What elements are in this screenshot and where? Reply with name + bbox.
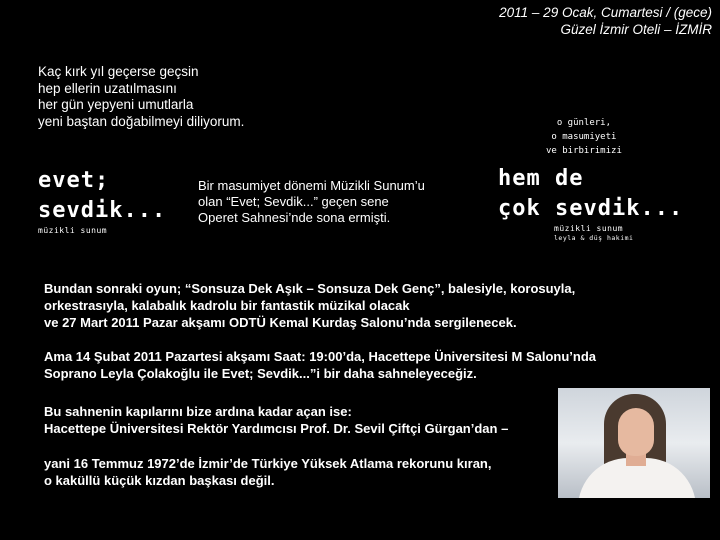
portrait-face	[618, 408, 654, 456]
middle-note	[198, 178, 478, 226]
intro-line: yeni baştan doğabilmeyi diliyorum.	[38, 113, 245, 129]
intro-poem	[38, 64, 244, 130]
logo-line: hem de	[498, 166, 584, 191]
logo-subtitle: müzikli sunum	[38, 226, 108, 235]
portrait-photo	[558, 388, 710, 498]
logo-line: sevdik...	[38, 198, 167, 223]
paragraph-line: Bu sahnenin kapılarını bize ardına kadar açan ise:	[44, 404, 352, 419]
paragraph-line: yani 16 Temmuz 1972’de İzmir’de Türkiye Yüksek Atlama rekorunu kıran,	[44, 456, 492, 471]
paragraph-record	[44, 455, 554, 489]
note-line: olan “Evet; Sevdik...” geçen sene	[198, 194, 389, 209]
paragraph-line: Ama 14 Şubat 2011 Pazartesi akşamı Saat: 19:00’da, Hacettepe Üniversitesi M Salonu’nda	[44, 349, 597, 364]
note-line: Operet Sahnesi’nde sona ermişti.	[198, 210, 391, 225]
tagline-line: o masumiyeti	[551, 132, 617, 142]
logo-line: evet;	[38, 168, 110, 193]
intro-line: her gün yepyeni umutlarla	[38, 97, 194, 112]
logo-credit: leyla & düş hakimi	[554, 234, 634, 242]
slide-header	[499, 4, 712, 38]
paragraph-february-show	[44, 348, 704, 382]
paragraph-host	[44, 403, 584, 437]
paragraph-line: ve 27 Mart 2011 Pazar akşamı ODTÜ Kemal Kurdaş Salonu’nda sergilenecek.	[44, 315, 517, 330]
paragraph-line: Bundan sonraki oyun; “Sonsuza Dek Aşık – Sonsuza Dek Genç”, balesiyle, korosuyla,	[44, 281, 576, 296]
logo-tagline	[546, 116, 622, 158]
paragraph-line: o kaküllü küçük kızdan başkası değil.	[44, 473, 275, 488]
intro-line: hep ellerin uzatılmasını	[38, 80, 177, 96]
evet-sevdik-logo	[38, 166, 166, 236]
paragraph-line: orkestrasıyla, kalabalık kadrolu bir fantastik müzikal olacak	[44, 298, 410, 313]
tagline-line: o günleri,	[556, 118, 612, 128]
header-location: Güzel İzmir Oteli – İZMİR	[560, 22, 712, 37]
paragraph-line: Soprano Leyla Çolakoğlu ile Evet; Sevdik...”i bir daha sahneleyeceğiz.	[44, 366, 477, 381]
header-date: 2011 – 29 Ocak, Cumartesi / (gece)	[499, 5, 712, 20]
logo-line: çok sevdik...	[498, 196, 684, 221]
tagline-line: ve birbirimizi	[546, 146, 622, 156]
paragraph-line: Hacettepe Üniversitesi Rektör Yardımcısı Prof. Dr. Sevil Çiftçi Gürgan’dan –	[44, 421, 509, 436]
hem-de-cok-sevdik-logo	[498, 164, 683, 243]
note-line: Bir masumiyet dönemi Müzikli Sunum’u	[198, 178, 425, 193]
logo-subtitle: müzikli sunum	[554, 224, 624, 233]
paragraph-next-show	[44, 280, 704, 331]
intro-line: Kaç kırk yıl geçerse geçsin	[38, 64, 199, 79]
